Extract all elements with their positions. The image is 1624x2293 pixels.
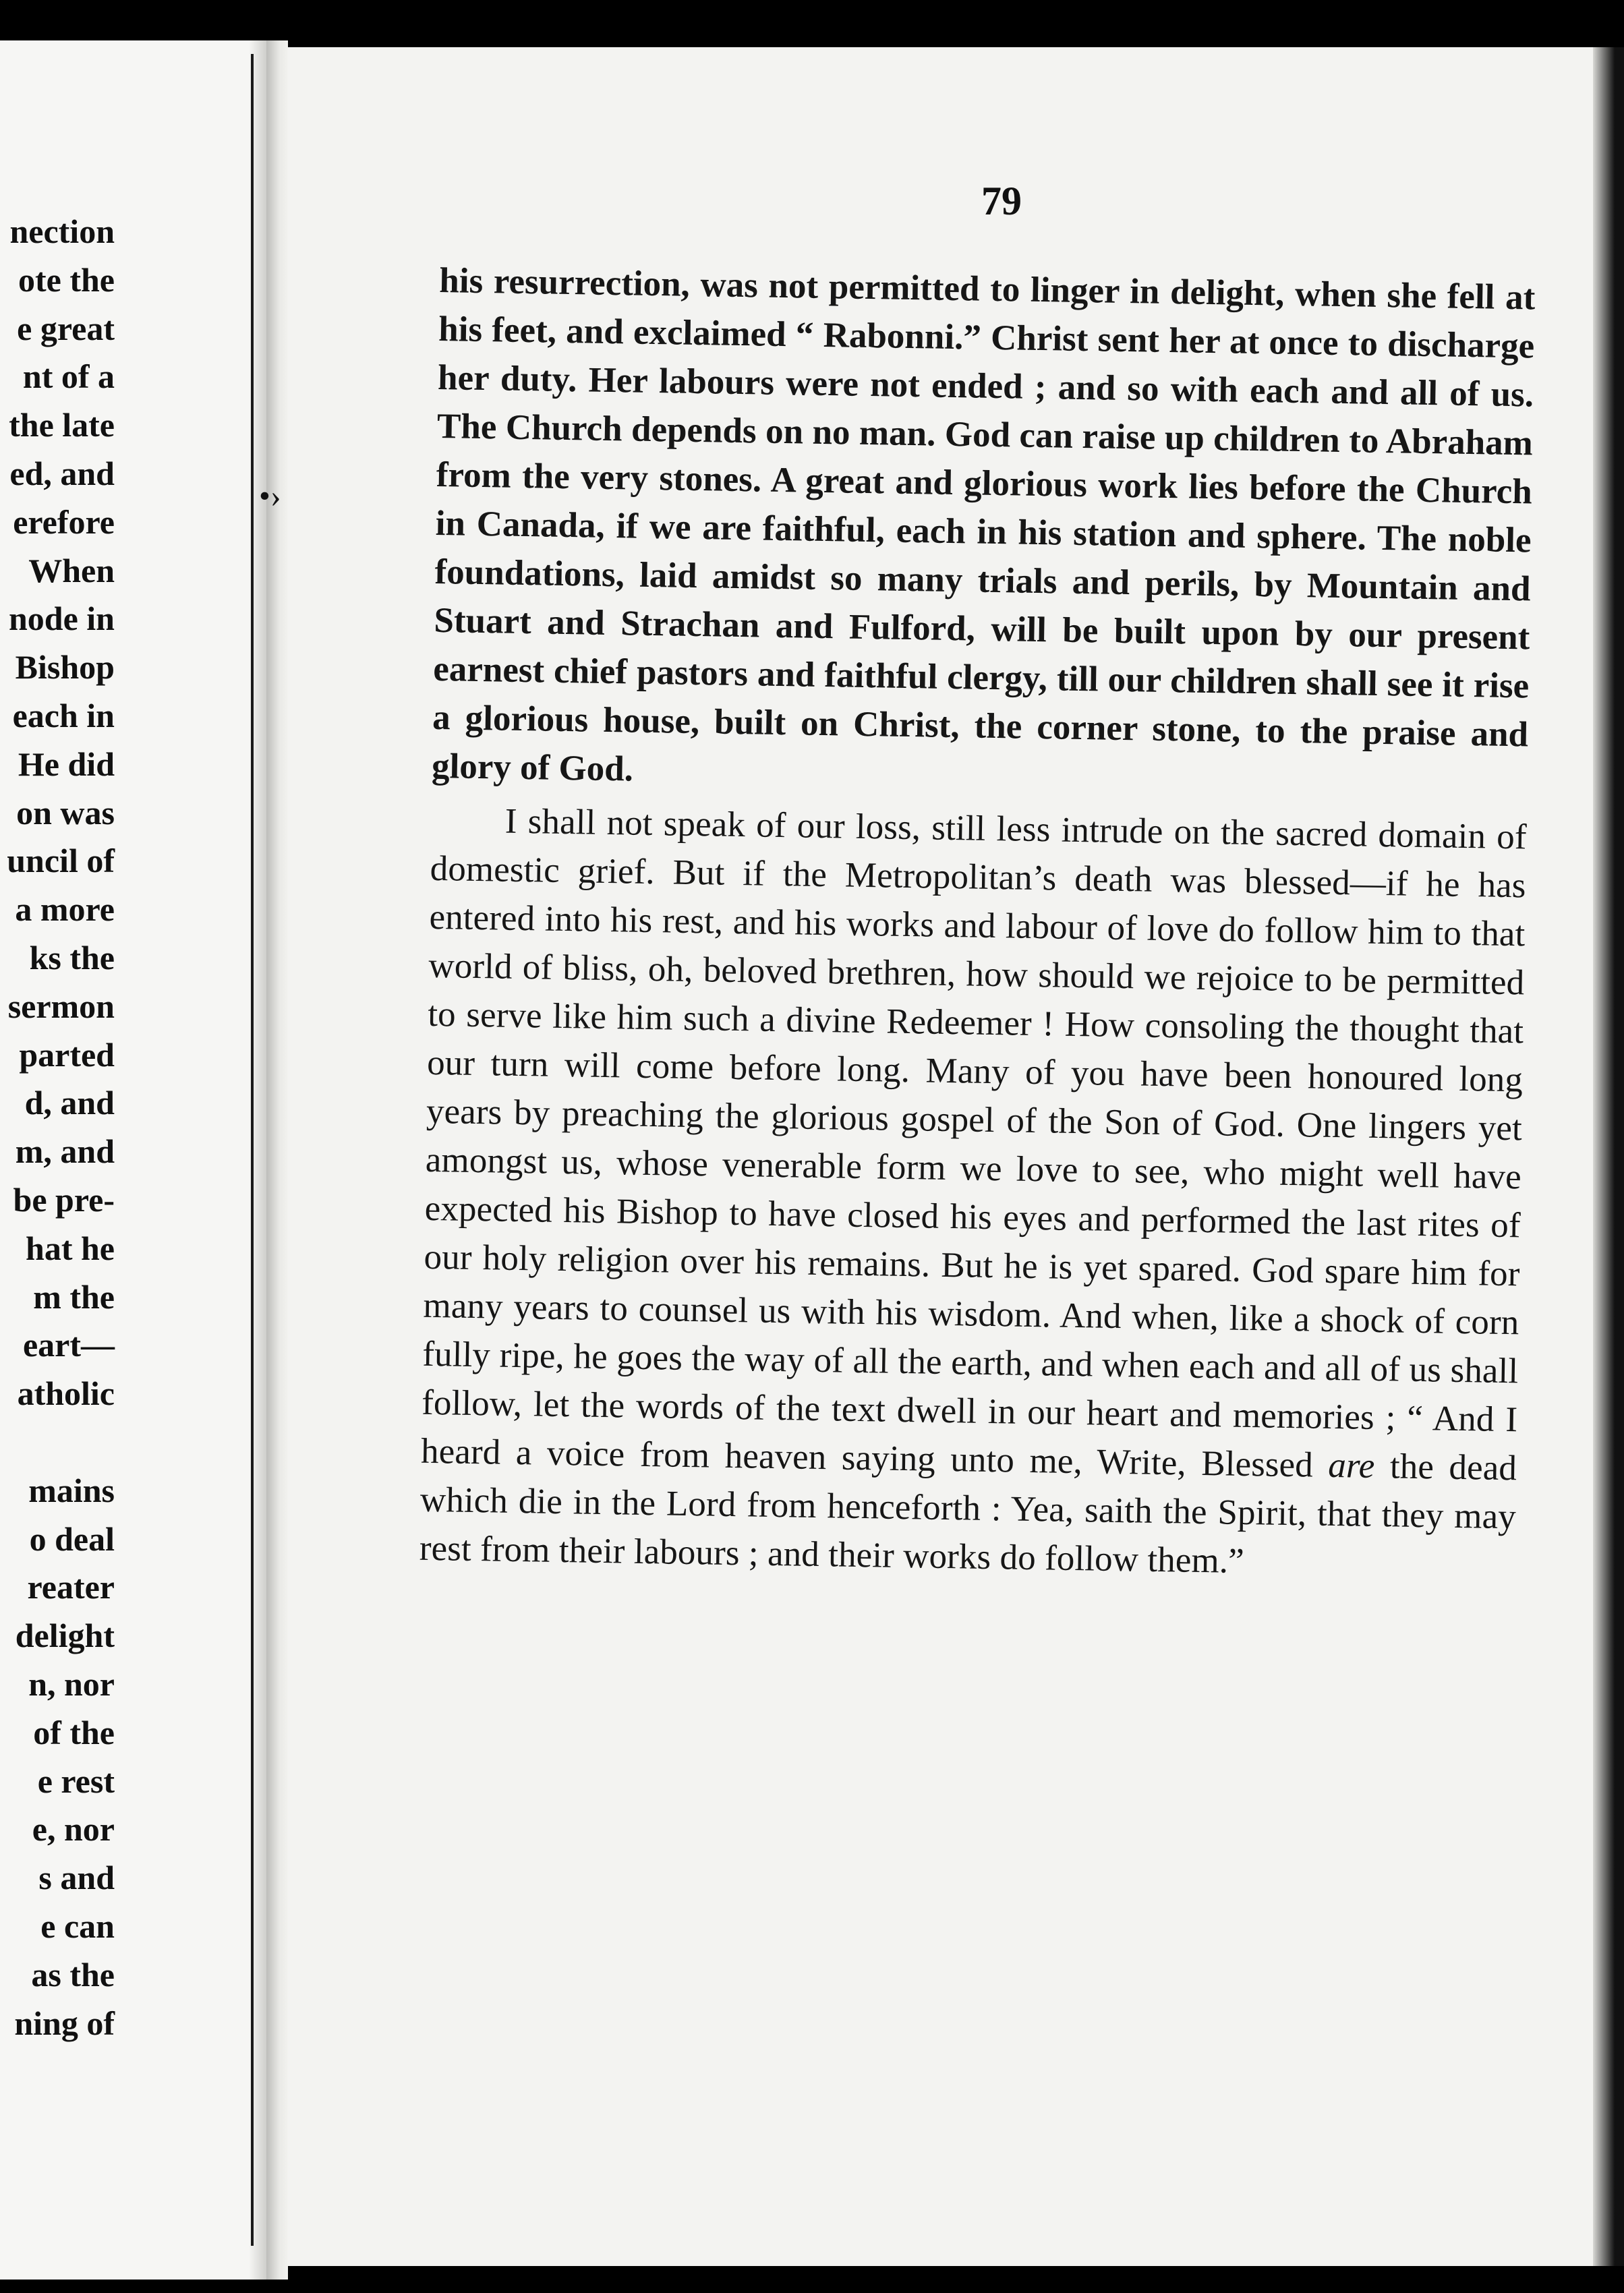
previous-page-line: When [28, 551, 115, 589]
previous-page-line: e rest [37, 1762, 115, 1800]
previous-page-line: erefore [13, 502, 115, 541]
previous-page-line: nt of a [22, 357, 115, 396]
previous-page-line: Bishop [15, 648, 115, 687]
previous-page-line: o deal [29, 1519, 115, 1558]
gutter-rule [251, 54, 254, 2246]
paragraph-2-text-end: the dead which die in the Lord from henceforth : Yea, saith the Spirit, that they may rest from their labours ; and their works do follow them.” [419, 1447, 1517, 1581]
previous-page-line: reater [27, 1568, 115, 1606]
previous-page-line: e great [17, 309, 115, 347]
previous-page-line: nection [9, 212, 115, 250]
previous-page-strip [0, 40, 266, 2280]
previous-page-line: m the [33, 1277, 115, 1316]
previous-page-line: parted [19, 1035, 115, 1074]
previous-page-line: He did [18, 745, 115, 783]
previous-page-line: hat he [26, 1229, 115, 1267]
previous-page-line: on was [16, 793, 115, 832]
book-gutter [266, 40, 288, 2280]
previous-page-line: mains [28, 1471, 115, 1509]
page-edge-shadow [1593, 47, 1624, 2266]
previous-page-line: atholic [17, 1374, 115, 1413]
previous-page-line: eart— [22, 1326, 115, 1364]
previous-page-line: sermon [7, 987, 115, 1025]
previous-page-line: delight [15, 1617, 115, 1655]
previous-page-line: each in [12, 697, 115, 734]
body-text [419, 256, 1535, 1590]
previous-page-line: s and [38, 1859, 115, 1897]
previous-page-line: n, nor [28, 1665, 115, 1703]
gutter-mark: •› [259, 478, 281, 514]
previous-page-line: of the [33, 1713, 115, 1751]
previous-page-line: ning of [14, 2004, 115, 2042]
previous-page-line: ks the [29, 939, 115, 977]
previous-page-line: e, nor [32, 1810, 115, 1849]
previous-page-line: d, and [24, 1084, 115, 1122]
paragraph-2-text-start: I shall not speak of our loss, still less intrude on the sacred domain of domestic grief. But if the Metropolitan’s death was blessed—if he has entered into his rest, and his works and labour of love do follow him to that world of bliss, oh, beloved brethren, how should we rejoice to be permitted to serve like him such a divine Redeemer ! How consoling the thought that our turn will come before long. Many of you have been honoured long years by preaching the glorious gospel of the Son of God. One lingers yet amongst us, whose venerable form we love to see, who might well have expected his Bishop to have closed his eyes and performed the last rites of our holy religion over his remains. But he is yet spared. God spare him for many years to counsel us with his wisdom. And when, like a shock of corn fully ripe, he goes the way of all the earth, and when each and all of us shall follow, let the words of the text dwell in our heart and memories ; “ And I heard a voice from heaven saying unto me, Write, Blessed [420, 801, 1528, 1485]
previous-page-line: m, and [15, 1132, 115, 1171]
previous-page-line: the late [9, 406, 115, 444]
previous-page-line: e can [40, 1907, 115, 1945]
previous-page-line: as the [31, 1955, 115, 1994]
page-number: 79 [981, 179, 1022, 223]
paragraph-2 [419, 796, 1527, 1590]
previous-page-line: uncil of [7, 842, 115, 880]
italic-word: are [1327, 1445, 1375, 1486]
previous-page-line: a more [15, 890, 115, 929]
previous-page-line: node in [8, 600, 115, 638]
paragraph-1: his resurrection, was not permitted to linger in delight, when she fell at his feet, and exclaimed “ Rabonni.” Christ sent her at once to discharge her duty. Her labours were not ended ; and so with each and all of us. The Church depends on no man. God can raise up children to Abraham from the very stones. A great and glorious work lies before the Church in Canada, if we are faithful, each in his station and sphere. The noble foundations, laid amidst so many trials and perils, by Mountain and Stuart and Strachan and Fulford, will be built upon by our present earnest chief pastors and faithful clergy, till our children shall see it rise a glorious house, built on Christ, the corner stone, to the praise and glory of God. [431, 260, 1536, 789]
previous-page-line: ote the [18, 260, 115, 299]
previous-page-line: ed, and [9, 455, 115, 492]
previous-page-line: be pre- [13, 1181, 115, 1219]
